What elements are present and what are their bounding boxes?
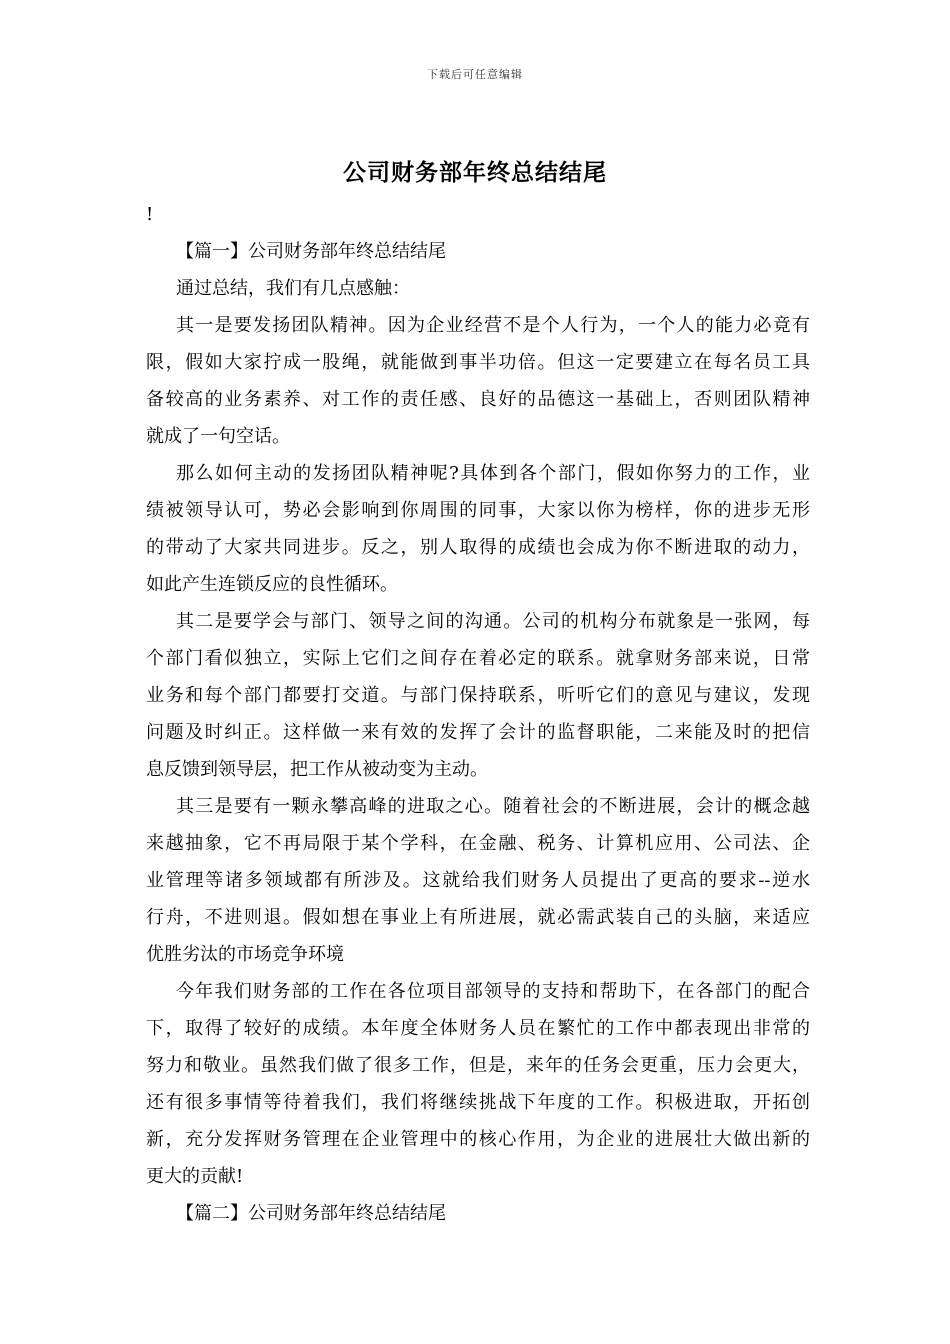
body-line: 如此产生连锁反应的良性循环。 [146, 574, 398, 595]
document-title: 公司财务部年终总结结尾 [343, 160, 607, 186]
body-line: 业管理等诸多领域都有所涉及。这就给我们财务人员提出了更高的要求--逆水 [146, 870, 810, 891]
body-line: 新，充分发挥财务管理在企业管理中的核心作用，为企业的进展壮大做出新的 [146, 1129, 810, 1150]
body-line: 备较高的业务素养、对工作的责任感、良好的品德这一基础上，否则团队精神 [146, 389, 810, 410]
body-line: 问题及时纠正。这样做一来有效的发挥了会计的监督职能，二来能及时的把信 [146, 722, 810, 743]
body-line: 【篇二】公司财务部年终总结结尾 [176, 1203, 446, 1224]
body-line: 优胜劣汰的市场竞争环境 [146, 944, 344, 965]
body-line: 通过总结，我们有几点感触： [176, 278, 410, 299]
body-line: ! [146, 204, 154, 225]
body-line: 其三是要有一颗永攀高峰的进取之心。随着社会的不断进展，会计的概念越 [176, 796, 810, 817]
body-line: 个部门看似独立，实际上它们之间存在着必定的联系。就拿财务部来说，日常 [146, 648, 810, 669]
body-line: 更大的贡献! [146, 1166, 244, 1187]
header-note: 下载后可任意编辑 [427, 68, 523, 81]
document-body [146, 196, 810, 1232]
body-line: 业务和每个部门都要打交道。与部门保持联系，听听它们的意见与建议，发现 [146, 685, 810, 706]
body-line: 息反馈到领导层，把工作从被动变为主动。 [146, 759, 488, 780]
body-line: 下，取得了较好的成绩。本年度全体财务人员在繁忙的工作中都表现出非常的 [146, 1018, 810, 1039]
body-line: 其一是要发扬团队精神。因为企业经营不是个人行为，一个人的能力必竟有 [176, 315, 810, 336]
body-line: 【篇一】公司财务部年终总结结尾 [176, 241, 446, 262]
body-line: 行舟，不进则退。假如想在事业上有所进展，就必需武装自己的头脑，来适应 [146, 907, 810, 928]
body-line: 的带动了大家共同进步。反之，别人取得的成绩也会成为你不断进取的动力， [146, 537, 810, 558]
body-line: 今年我们财务部的工作在各位项目部领导的支持和帮助下，在各部门的配合 [176, 981, 810, 1002]
body-line: 其二是要学会与部门、领导之间的沟通。公司的机构分布就象是一张网，每 [176, 611, 810, 632]
body-line: 那么如何主动的发扬团队精神呢?具体到各个部门，假如你努力的工作，业 [176, 463, 810, 484]
body-line: 还有很多事情等待着我们，我们将继续挑战下年度的工作。积极进取，开拓创 [146, 1092, 810, 1113]
body-line: 来越抽象，它不再局限于某个学科，在金融、税务、计算机应用、公司法、企 [146, 833, 810, 854]
body-line: 努力和敬业。虽然我们做了很多工作，但是，来年的任务会更重，压力会更大， [146, 1055, 810, 1076]
body-line: 绩被领导认可，势必会影响到你周围的同事，大家以你为榜样，你的进步无形 [146, 500, 810, 521]
body-line: 就成了一句空话。 [146, 426, 290, 447]
body-line: 限，假如大家拧成一股绳，就能做到事半功倍。但这一定要建立在每名员工具 [146, 352, 810, 373]
